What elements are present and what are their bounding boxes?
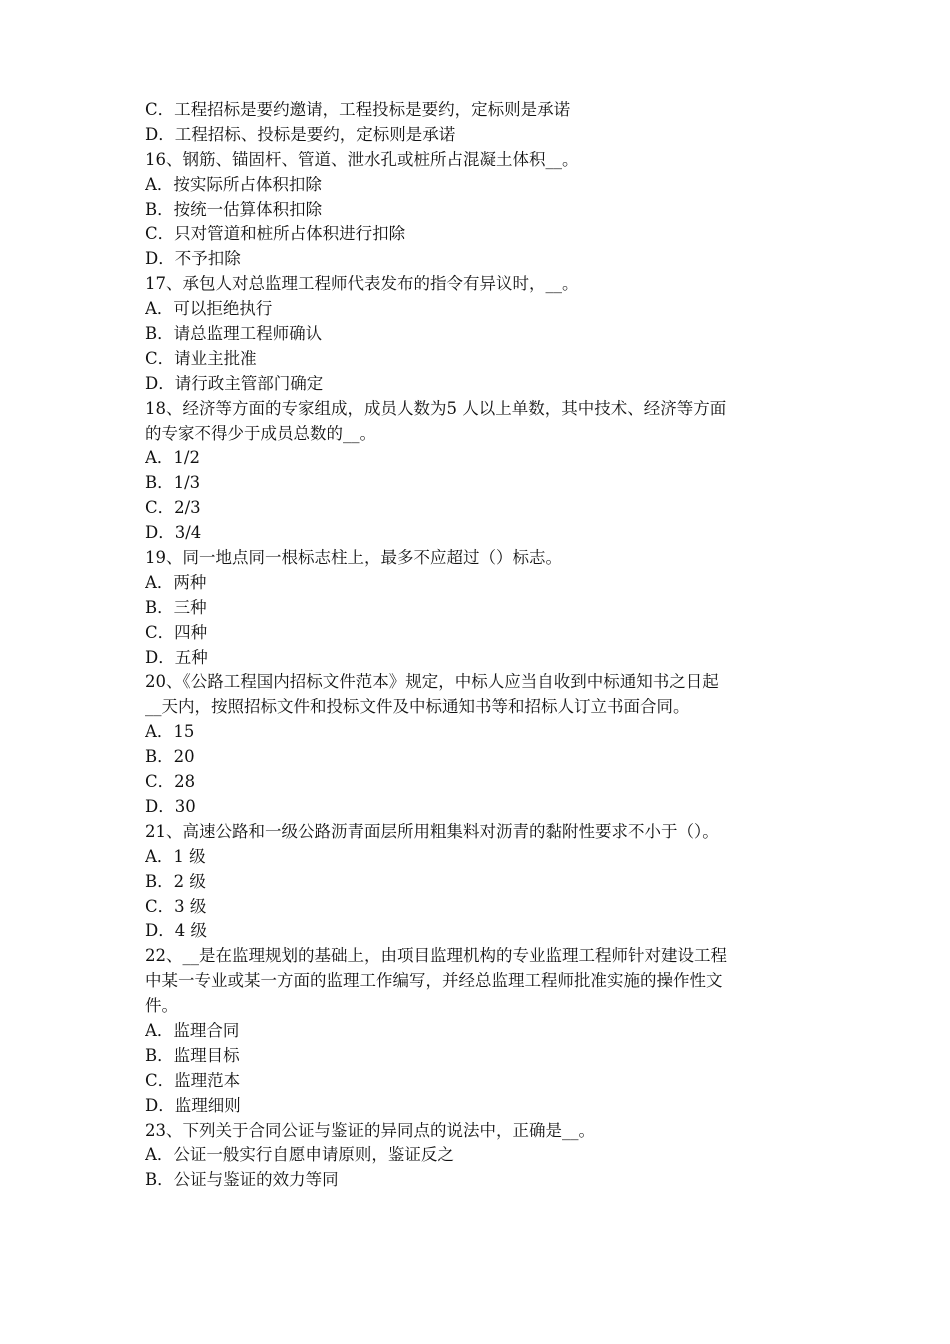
document-page bbox=[145, 98, 815, 1193]
option-c: C．2/3 bbox=[145, 498, 201, 518]
option-d: D．4 级 bbox=[145, 921, 207, 941]
option-c: C．四种 bbox=[145, 622, 208, 642]
option-d: D．监理细则 bbox=[145, 1095, 241, 1115]
option-a: A．1/2 bbox=[145, 448, 200, 468]
option-c: C．3 级 bbox=[145, 896, 207, 916]
question-20: 20、《公路工程国内招标文件范本》规定，中标人应当自收到中标通知书之日起 bbox=[145, 672, 719, 692]
option-d: D．请行政主管部门确定 bbox=[145, 373, 324, 393]
question-20-cont: __天内，按照招标文件和投标文件及中标通知书等和招标人订立书面合同。 bbox=[145, 697, 690, 717]
option-a: A．两种 bbox=[145, 572, 207, 592]
option-c: C．28 bbox=[145, 772, 196, 792]
question-19: 19、同一地点同一根标志柱上，最多不应超过（）标志。 bbox=[145, 548, 562, 568]
option-b: B．20 bbox=[145, 747, 195, 767]
option-a: A．监理合同 bbox=[145, 1020, 240, 1040]
option-b: B．1/3 bbox=[145, 473, 201, 493]
option-b: B．按统一估算体积扣除 bbox=[145, 199, 323, 219]
option-d: D．五种 bbox=[145, 647, 208, 667]
text-line: C．工程招标是要约邀请，工程投标是要约，定标则是承诺 bbox=[145, 100, 571, 119]
question-16: 16、钢筋、锚固杆、管道、泄水孔或桩所占混凝土体积__。 bbox=[145, 149, 579, 169]
option-b: B．2 级 bbox=[145, 871, 206, 891]
question-22: 22、__是在监理规划的基础上，由项目监理机构的专业监理工程师针对建设工程 bbox=[145, 946, 727, 966]
question-18: 18、经济等方面的专家组成，成员人数为5 人以上单数，其中技术、经济等方面 bbox=[145, 398, 727, 418]
option-a: A．按实际所占体积扣除 bbox=[145, 174, 322, 194]
option-d: D．不予扣除 bbox=[145, 249, 241, 269]
option-c: C．只对管道和桩所占体积进行扣除 bbox=[145, 224, 406, 244]
option-b: B．请总监理工程师确认 bbox=[145, 324, 323, 344]
question-22-cont: 中某一专业或某一方面的监理工作编写，并经总监理工程师批准实施的操作性文 bbox=[145, 971, 723, 991]
question-23: 23、下列关于合同公证与鉴证的异同点的说法中，正确是__。 bbox=[145, 1120, 595, 1140]
option-a: A．公证一般实行自愿申请原则，鉴证反之 bbox=[145, 1145, 454, 1165]
text-line: D．工程招标、投标是要约，定标则是承诺 bbox=[145, 124, 456, 144]
option-d: D．30 bbox=[145, 796, 196, 816]
option-a: A．1 级 bbox=[145, 846, 206, 866]
option-b: B．三种 bbox=[145, 597, 207, 617]
option-a: A．15 bbox=[145, 722, 195, 742]
option-a: A．可以拒绝执行 bbox=[145, 299, 273, 319]
option-b: B．公证与鉴证的效力等同 bbox=[145, 1170, 339, 1190]
option-c: C．请业主批准 bbox=[145, 348, 257, 368]
option-c: C．监理范本 bbox=[145, 1070, 241, 1090]
question-22-cont: 件。 bbox=[145, 996, 178, 1016]
question-21: 21、高速公路和一级公路沥青面层所用粗集料对沥青的黏附性要求不小于（）。 bbox=[145, 821, 719, 841]
option-d: D．3/4 bbox=[145, 523, 202, 543]
option-b: B．监理目标 bbox=[145, 1045, 240, 1065]
question-18-cont: 的专家不得少于成员总数的__。 bbox=[145, 423, 376, 443]
question-17: 17、承包人对总监理工程师代表发布的指令有异议时，__。 bbox=[145, 274, 579, 294]
